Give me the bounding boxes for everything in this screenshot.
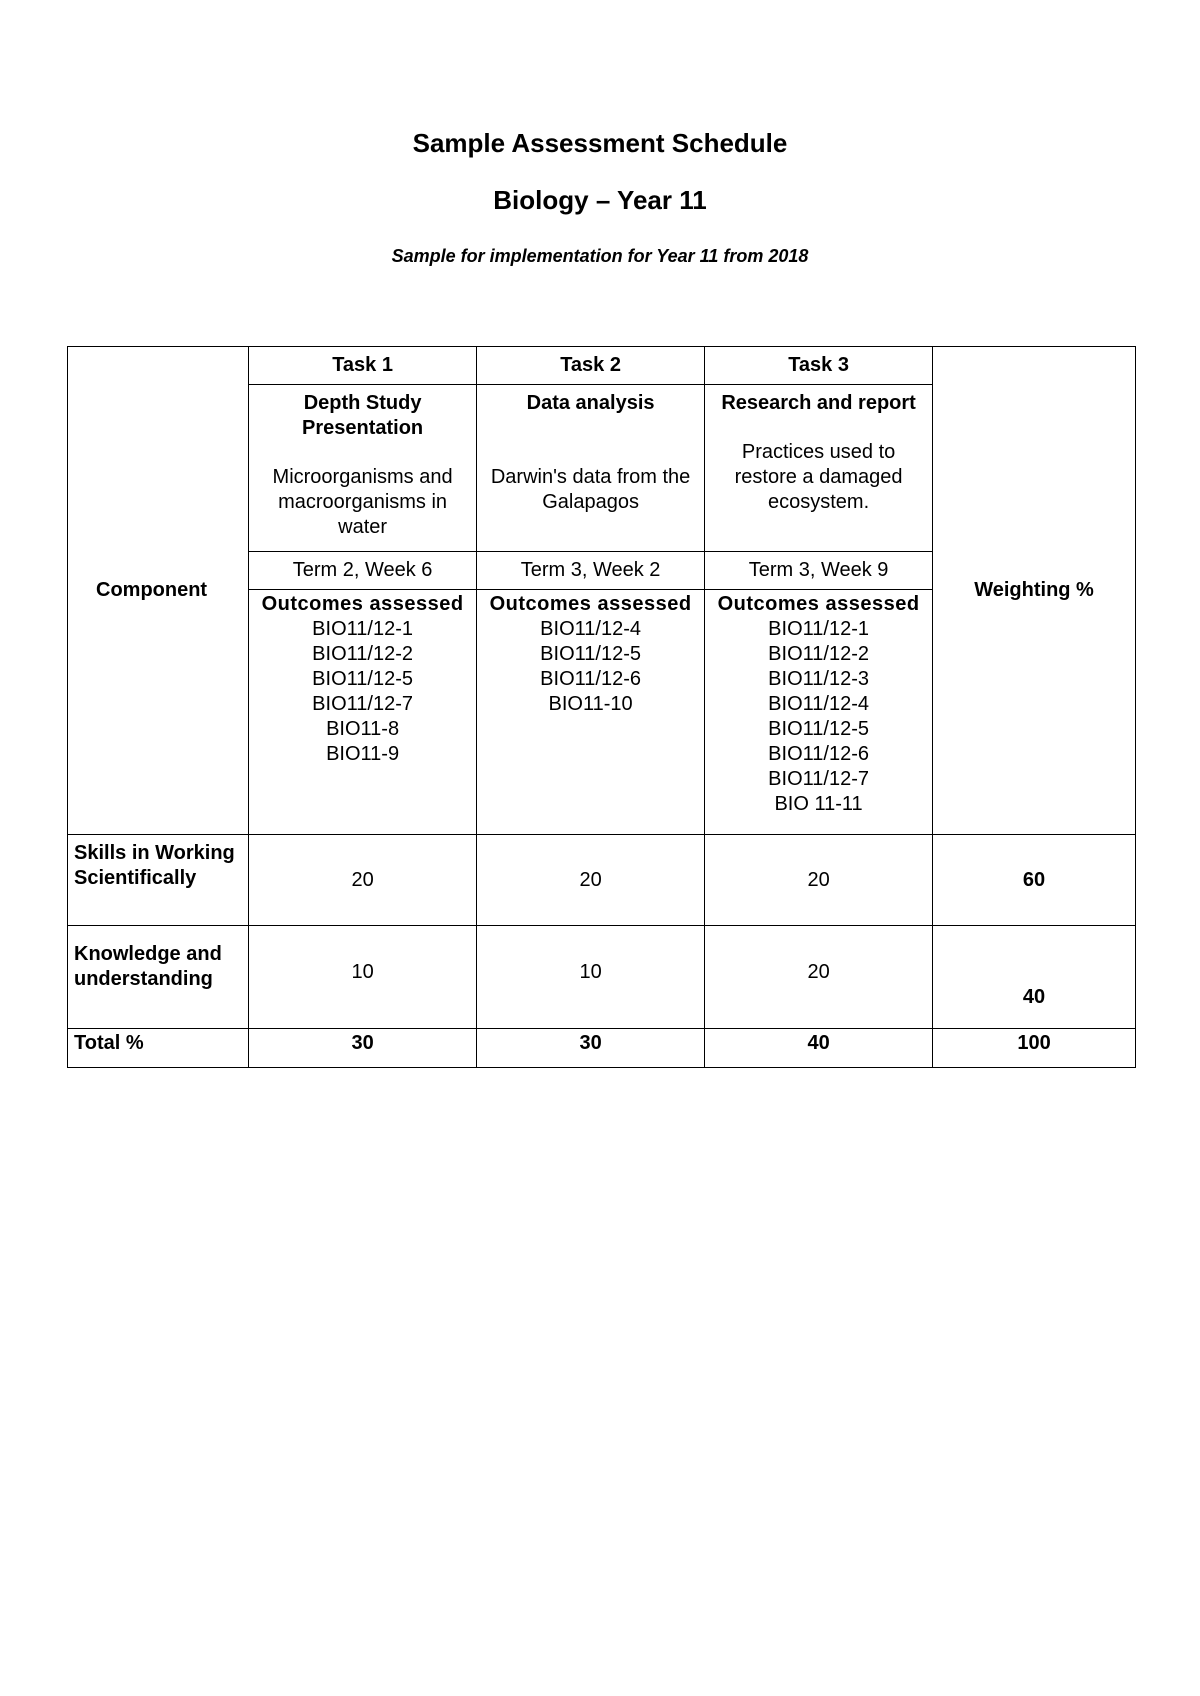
task-1-outcomes-label: Outcomes assessed <box>261 593 464 615</box>
task-1-total: 30 <box>249 1029 477 1068</box>
row-weighting: 40 <box>933 926 1136 1029</box>
task-2-outcomes-label: Outcomes assessed <box>489 593 692 615</box>
task-3-label: Task 3 <box>705 347 933 385</box>
task-1-mark: 10 <box>249 926 477 1029</box>
document-subtitle: Biology – Year 11 <box>493 185 707 215</box>
task-2-total: 30 <box>477 1029 705 1068</box>
total-row <box>68 1029 1136 1068</box>
task-2-label: Task 2 <box>477 347 705 385</box>
task-3-mark: 20 <box>705 835 933 926</box>
task-3-type: Research and report <box>721 392 916 414</box>
task-1-outcome: BIO11-9 <box>326 743 400 765</box>
task-2-mark: 10 <box>477 926 705 1029</box>
task-3-timing: Term 3, Week 9 <box>705 552 933 590</box>
task-1-outcome: BIO11/12-7 <box>312 693 413 715</box>
total-label: Total % <box>68 1029 249 1068</box>
task-1-outcome: BIO11/12-2 <box>312 643 413 665</box>
task-2-outcomes <box>477 590 705 835</box>
task-2-details <box>477 385 705 552</box>
task-3-outcome: BIO11/12-2 <box>768 643 869 665</box>
task-1-details <box>249 385 477 552</box>
task-label-row <box>68 347 1136 385</box>
task-3-outcome: BIO11/12-6 <box>768 743 869 765</box>
row-weighting: 60 <box>933 835 1136 926</box>
task-3-outcome: BIO11/12-5 <box>768 718 869 740</box>
task-2-outcome: BIO11/12-6 <box>540 668 641 690</box>
task-3-outcome: BIO11/12-4 <box>768 693 869 715</box>
weighting-header: Weighting % <box>933 347 1136 835</box>
task-3-outcome: BIO 11-11 <box>774 793 863 815</box>
task-3-details <box>705 385 933 552</box>
task-3-outcomes <box>705 590 933 835</box>
task-1-label: Task 1 <box>249 347 477 385</box>
task-1-outcomes <box>249 590 477 835</box>
assessment-schedule-table <box>67 346 1136 1068</box>
task-2-timing: Term 3, Week 2 <box>477 552 705 590</box>
task-1-outcome: BIO11-8 <box>326 718 400 740</box>
task-2-outcome: BIO11/12-5 <box>540 643 641 665</box>
task-3-outcomes-label: Outcomes assessed <box>717 593 920 615</box>
task-3-total: 40 <box>705 1029 933 1068</box>
task-1-timing: Term 2, Week 6 <box>249 552 477 590</box>
task-2-outcome: BIO11/12-4 <box>540 618 641 640</box>
task-3-mark: 20 <box>705 926 933 1029</box>
row-component-label: Knowledge and understanding <box>68 926 249 1029</box>
task-2-type: Data analysis <box>526 392 655 414</box>
task-2-description: Darwin's data from the Galapagos <box>490 466 691 513</box>
task-1-mark: 20 <box>249 835 477 926</box>
task-2-mark: 20 <box>477 835 705 926</box>
document-title: Sample Assessment Schedule <box>412 128 788 158</box>
task-1-type: Depth Study Presentation <box>302 392 424 439</box>
task-3-outcome: BIO11/12-1 <box>768 618 869 640</box>
task-2-outcome: BIO11-10 <box>548 693 633 715</box>
component-header: Component <box>68 347 249 835</box>
task-1-description: Microorganisms and macroorganisms in water <box>272 466 453 538</box>
task-3-outcome: BIO11/12-7 <box>768 768 869 790</box>
task-1-outcome: BIO11/12-5 <box>312 668 413 690</box>
row-component-label: Skills in Working Scientifically <box>68 835 249 926</box>
task-3-description: Practices used to restore a damaged ecosystem. <box>734 441 903 513</box>
task-1-outcome: BIO11/12-1 <box>312 618 413 640</box>
implementation-note: Sample for implementation for Year 11 from 2018 <box>391 246 809 266</box>
total-weighting: 100 <box>933 1029 1136 1068</box>
task-3-outcome: BIO11/12-3 <box>768 668 869 690</box>
table-row <box>68 926 1136 1029</box>
table-row <box>68 835 1136 926</box>
